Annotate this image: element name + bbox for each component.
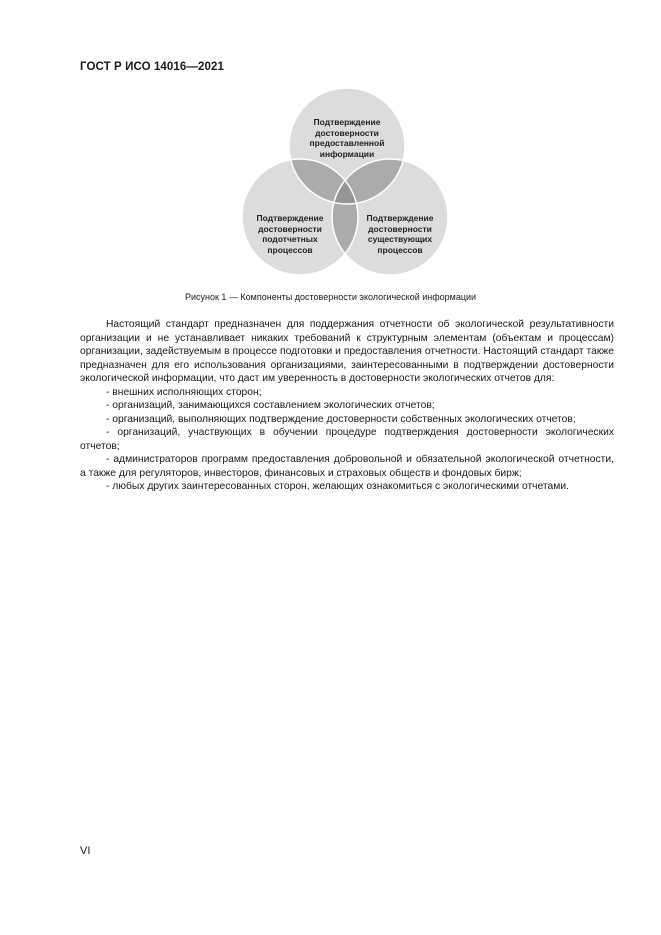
- page-number: VI: [80, 845, 91, 857]
- list-item: - организаций, выполняющих подтверждение достоверности собственных экологических отчетов;: [106, 413, 576, 425]
- list-item: - организаций, участвующих в обучении процедуре подтверждения достоверности экологических отчетов;: [80, 427, 614, 452]
- list-item: - организаций, занимающихся составлением экологических отчетов;: [106, 400, 435, 411]
- intro-paragraph: Настоящий стандарт предназначен для поддержания отчетности об экологической результативности организации и не устанавливает никаких требований к структурным элементам (объектам и процессам) организации, задействуемым в процессе подготовки и предоставления отчетности. Настоящий стандарт также предназначен для его использования организациями, заинтересованными в подтверждении достоверности экологической информации, что даст им уверенность в достоверности экологических отчетов для:: [80, 319, 614, 384]
- venn-label-right: Подтверждение достоверности существующих процессов: [366, 213, 434, 255]
- venn-label-left: Подтверждение достоверности подотчетных процессов: [256, 213, 324, 255]
- list-item: - внешних исполняющих сторон;: [106, 386, 262, 398]
- list-item: - любых других заинтересованных сторон, желающих ознакомиться с экологическими отчетами.: [106, 481, 569, 492]
- venn-label-top: Подтверждение достоверности предоставленной информации: [309, 117, 385, 159]
- list-item: - администраторов программ предоставления добровольной и обязательной экологической отчетности, а также для регуляторов, инвесторов, финансовых и страховых обществ и фондовых бирж;: [80, 454, 614, 479]
- figure-caption: Рисунок 1 — Компоненты достоверности экологической информации: [184, 292, 477, 302]
- body-text: [80, 318, 614, 494]
- venn-diagram-figure: [0, 0, 661, 300]
- document-header: ГОСТ Р ИСО 14016—2021: [80, 61, 225, 73]
